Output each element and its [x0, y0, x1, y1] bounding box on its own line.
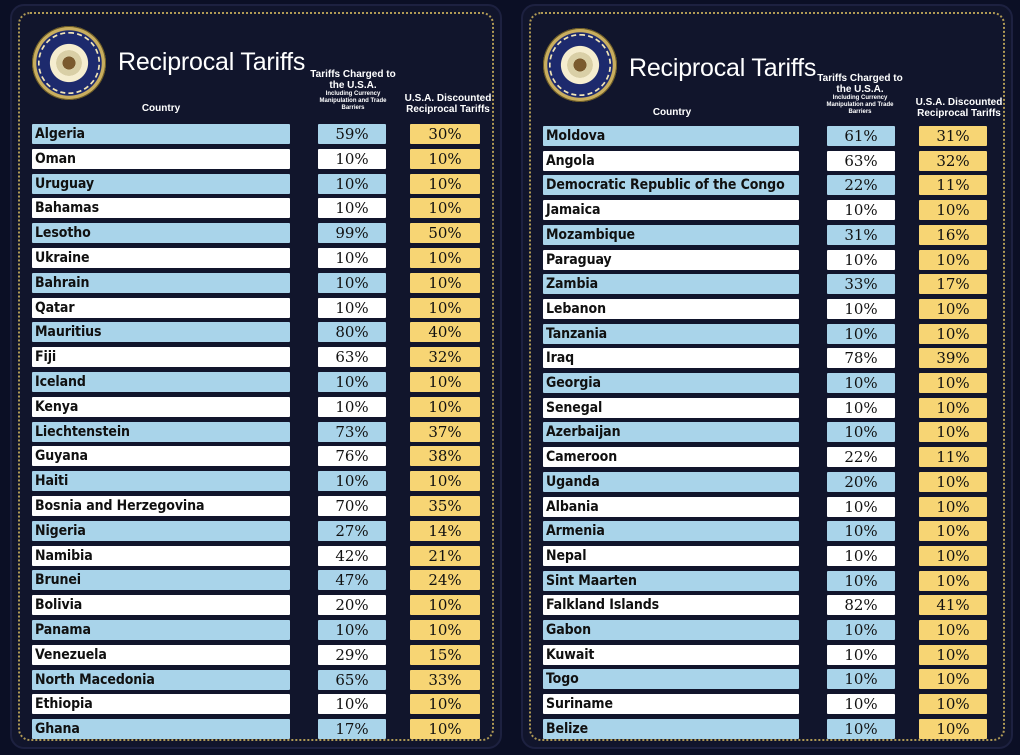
country-cell: Zambia	[543, 274, 799, 294]
tariff-charged-cell: 78%	[827, 348, 895, 368]
discounted-tariff-cell: 10%	[410, 397, 480, 417]
country-cell: Georgia	[543, 373, 799, 393]
discounted-tariff-cell: 10%	[919, 645, 987, 665]
tariff-charged-cell: 10%	[318, 273, 386, 293]
table-row	[12, 521, 492, 541]
table-row	[523, 126, 1003, 146]
tariff-charged-cell: 10%	[827, 250, 895, 270]
discounted-tariff-cell: 15%	[410, 645, 480, 665]
discounted-tariff-cell: 10%	[919, 719, 987, 739]
country-cell: Falkland Islands	[543, 595, 799, 615]
panel-title: Reciprocal Tariffs	[629, 54, 817, 82]
table-row	[12, 595, 492, 615]
country-cell: Gabon	[543, 620, 799, 640]
table-row	[12, 670, 492, 690]
panel-title: Reciprocal Tariffs	[118, 48, 306, 76]
discounted-tariff-cell: 10%	[410, 372, 480, 392]
table-row	[523, 571, 1003, 591]
country-cell: Cameroon	[543, 447, 799, 467]
header-tariffs-charged-main: Tariffs Charged to the U.S.A.	[310, 69, 396, 91]
discounted-tariff-cell: 10%	[919, 694, 987, 714]
country-cell: Democratic Republic of the Congo	[543, 175, 799, 195]
tariff-charged-cell: 63%	[827, 151, 895, 171]
country-cell: Panama	[32, 620, 290, 640]
tariff-charged-cell: 10%	[827, 422, 895, 442]
tariff-charged-cell: 10%	[827, 694, 895, 714]
table-row	[12, 273, 492, 293]
discounted-tariff-cell: 10%	[919, 422, 987, 442]
discounted-tariff-cell: 41%	[919, 595, 987, 615]
table-row	[523, 200, 1003, 220]
table-row	[523, 472, 1003, 492]
country-cell: Bahrain	[32, 273, 290, 293]
discounted-tariff-cell: 50%	[410, 223, 480, 243]
tariff-charged-cell: 76%	[318, 446, 386, 466]
discounted-tariff-cell: 16%	[919, 225, 987, 245]
tariff-charged-cell: 10%	[827, 571, 895, 591]
discounted-tariff-cell: 11%	[919, 447, 987, 467]
tariff-charged-cell: 70%	[318, 496, 386, 516]
country-cell: Paraguay	[543, 250, 799, 270]
country-cell: Sint Maarten	[543, 571, 799, 591]
country-cell: Togo	[543, 669, 799, 689]
presidential-seal-icon	[32, 26, 106, 100]
table-row	[12, 322, 492, 342]
country-cell: Ghana	[32, 719, 290, 739]
discounted-tariff-cell: 11%	[919, 175, 987, 195]
tariff-charged-cell: 65%	[318, 670, 386, 690]
country-cell: Bosnia and Herzegovina	[32, 496, 290, 516]
header-tariffs-charged-sub: Including Currency Manipulation and Trade Barriers	[319, 91, 387, 111]
tariff-charged-cell: 61%	[827, 126, 895, 146]
table-row	[523, 225, 1003, 245]
table-row	[523, 299, 1003, 319]
country-cell: Ukraine	[32, 248, 290, 268]
tariff-charged-cell: 10%	[827, 200, 895, 220]
discounted-tariff-cell: 10%	[919, 497, 987, 517]
discounted-tariff-cell: 10%	[919, 250, 987, 270]
country-cell: Armenia	[543, 521, 799, 541]
table-row	[523, 175, 1003, 195]
table-row	[12, 570, 492, 590]
tariff-charged-cell: 82%	[827, 595, 895, 615]
country-cell: Uganda	[543, 472, 799, 492]
discounted-tariff-cell: 10%	[919, 324, 987, 344]
discounted-tariff-cell: 10%	[919, 620, 987, 640]
tariff-charged-cell: 42%	[318, 546, 386, 566]
country-cell: Uruguay	[32, 174, 290, 194]
discounted-tariff-cell: 24%	[410, 570, 480, 590]
tariff-charged-cell: 10%	[318, 174, 386, 194]
table-row	[523, 719, 1003, 739]
table-row	[12, 546, 492, 566]
table-row	[12, 694, 492, 714]
table-row	[523, 398, 1003, 418]
table-row	[523, 324, 1003, 344]
discounted-tariff-cell: 21%	[410, 546, 480, 566]
country-cell: Bolivia	[32, 595, 290, 615]
table-row	[12, 223, 492, 243]
country-cell: Liechtenstein	[32, 422, 290, 442]
table-row	[12, 446, 492, 466]
table-row	[12, 248, 492, 268]
discounted-tariff-cell: 30%	[410, 124, 480, 144]
tariff-charged-cell: 31%	[827, 225, 895, 245]
table-row	[12, 645, 492, 665]
discounted-tariff-cell: 10%	[410, 248, 480, 268]
country-cell: Venezuela	[32, 645, 290, 665]
country-cell: Nigeria	[32, 521, 290, 541]
country-cell: Brunei	[32, 570, 290, 590]
header-tariffs-charged	[815, 74, 905, 116]
table-row	[523, 497, 1003, 517]
country-cell: Lesotho	[32, 223, 290, 243]
table-row	[12, 372, 492, 392]
discounted-tariff-cell: 33%	[410, 670, 480, 690]
country-cell: Suriname	[543, 694, 799, 714]
tariff-charged-cell: 22%	[827, 447, 895, 467]
discounted-tariff-cell: 14%	[410, 521, 480, 541]
country-cell: Jamaica	[543, 200, 799, 220]
table-row	[523, 546, 1003, 566]
country-cell: Ethiopia	[32, 694, 290, 714]
discounted-tariff-cell: 10%	[919, 398, 987, 418]
country-cell: Kuwait	[543, 645, 799, 665]
table-row	[12, 719, 492, 739]
discounted-tariff-cell: 10%	[410, 694, 480, 714]
tariff-charged-cell: 10%	[318, 397, 386, 417]
discounted-tariff-cell: 17%	[919, 274, 987, 294]
table-row	[523, 620, 1003, 640]
tariff-charged-cell: 10%	[318, 372, 386, 392]
table-row	[523, 151, 1003, 171]
header-country: Country	[141, 103, 181, 114]
tariff-charged-cell: 10%	[827, 645, 895, 665]
country-cell: Moldova	[543, 126, 799, 146]
tariff-charged-cell: 20%	[827, 472, 895, 492]
discounted-tariff-cell: 40%	[410, 322, 480, 342]
table-row	[523, 422, 1003, 442]
table-row	[523, 250, 1003, 270]
table-row	[523, 521, 1003, 541]
tariff-charged-cell: 59%	[318, 124, 386, 144]
tariff-charged-cell: 33%	[827, 274, 895, 294]
discounted-tariff-cell: 37%	[410, 422, 480, 442]
tariff-charged-cell: 20%	[318, 595, 386, 615]
header-tariffs-charged	[308, 70, 398, 112]
tariff-charged-cell: 10%	[318, 149, 386, 169]
table-row	[12, 124, 492, 144]
table-row	[523, 595, 1003, 615]
table-row	[12, 347, 492, 367]
tariff-charged-cell: 10%	[318, 620, 386, 640]
discounted-tariff-cell: 10%	[919, 571, 987, 591]
discounted-tariff-cell: 10%	[919, 521, 987, 541]
table-row	[523, 447, 1003, 467]
table-row	[12, 471, 492, 491]
country-cell: Namibia	[32, 546, 290, 566]
country-cell: Angola	[543, 151, 799, 171]
tariff-panel-right	[521, 4, 1013, 749]
discounted-tariff-cell: 10%	[919, 546, 987, 566]
table-row	[523, 694, 1003, 714]
discounted-tariff-cell: 39%	[919, 348, 987, 368]
header-discounted: U.S.A. Discounted Reciprocal Tariffs	[404, 93, 492, 115]
tariff-charged-cell: 10%	[827, 324, 895, 344]
discounted-tariff-cell: 10%	[919, 299, 987, 319]
header-country: Country	[652, 107, 692, 118]
tariff-charged-cell: 10%	[827, 299, 895, 319]
table-row	[523, 373, 1003, 393]
discounted-tariff-cell: 32%	[919, 151, 987, 171]
country-cell: Nepal	[543, 546, 799, 566]
country-cell: Albania	[543, 497, 799, 517]
tariff-charged-cell: 10%	[827, 669, 895, 689]
tariff-charged-cell: 10%	[318, 471, 386, 491]
discounted-tariff-cell: 38%	[410, 446, 480, 466]
country-cell: Mauritius	[32, 322, 290, 342]
tariff-charged-cell: 10%	[827, 497, 895, 517]
table-row	[12, 198, 492, 218]
discounted-tariff-cell: 31%	[919, 126, 987, 146]
discounted-tariff-cell: 10%	[410, 198, 480, 218]
header-tariffs-charged-main: Tariffs Charged to the U.S.A.	[817, 73, 903, 95]
discounted-tariff-cell: 10%	[410, 174, 480, 194]
country-cell: Tanzania	[543, 324, 799, 344]
discounted-tariff-cell: 10%	[410, 719, 480, 739]
discounted-tariff-cell: 10%	[919, 373, 987, 393]
tariff-charged-cell: 47%	[318, 570, 386, 590]
discounted-tariff-cell: 10%	[410, 298, 480, 318]
tariff-charged-cell: 63%	[318, 347, 386, 367]
tariff-charged-cell: 22%	[827, 175, 895, 195]
table-row	[523, 669, 1003, 689]
table-row	[12, 422, 492, 442]
tariff-charged-cell: 10%	[827, 398, 895, 418]
tariff-charged-cell: 10%	[318, 198, 386, 218]
discounted-tariff-cell: 32%	[410, 347, 480, 367]
tariff-panel-left	[10, 4, 502, 749]
tariff-charged-cell: 10%	[827, 719, 895, 739]
country-cell: Lebanon	[543, 299, 799, 319]
country-cell: Belize	[543, 719, 799, 739]
table-row	[523, 645, 1003, 665]
tariff-charged-cell: 10%	[827, 620, 895, 640]
tariff-charged-cell: 10%	[318, 298, 386, 318]
country-cell: Qatar	[32, 298, 290, 318]
discounted-tariff-cell: 10%	[919, 669, 987, 689]
country-cell: Oman	[32, 149, 290, 169]
tariff-charged-cell: 99%	[318, 223, 386, 243]
discounted-tariff-cell: 10%	[410, 471, 480, 491]
presidential-seal-icon	[543, 28, 617, 102]
country-cell: Iceland	[32, 372, 290, 392]
table-row	[12, 298, 492, 318]
tariff-charged-cell: 27%	[318, 521, 386, 541]
discounted-tariff-cell: 10%	[410, 595, 480, 615]
country-cell: North Macedonia	[32, 670, 290, 690]
tariff-charged-cell: 10%	[827, 546, 895, 566]
table-row	[12, 174, 492, 194]
discounted-tariff-cell: 10%	[410, 149, 480, 169]
table-row	[523, 348, 1003, 368]
tariff-charged-cell: 10%	[318, 694, 386, 714]
country-cell: Iraq	[543, 348, 799, 368]
country-cell: Haiti	[32, 471, 290, 491]
tariff-charged-cell: 80%	[318, 322, 386, 342]
discounted-tariff-cell: 10%	[919, 200, 987, 220]
country-cell: Guyana	[32, 446, 290, 466]
country-cell: Bahamas	[32, 198, 290, 218]
tariff-charged-cell: 29%	[318, 645, 386, 665]
table-row	[12, 397, 492, 417]
discounted-tariff-cell: 10%	[919, 472, 987, 492]
country-cell: Fiji	[32, 347, 290, 367]
table-row	[12, 496, 492, 516]
tariff-charged-cell: 17%	[318, 719, 386, 739]
country-cell: Senegal	[543, 398, 799, 418]
header-tariffs-charged-sub: Including Currency Manipulation and Trade Barriers	[826, 95, 894, 115]
discounted-tariff-cell: 10%	[410, 620, 480, 640]
discounted-tariff-cell: 10%	[410, 273, 480, 293]
table-row	[12, 149, 492, 169]
country-cell: Kenya	[32, 397, 290, 417]
country-cell: Mozambique	[543, 225, 799, 245]
tariff-charged-cell: 73%	[318, 422, 386, 442]
discounted-tariff-cell: 35%	[410, 496, 480, 516]
header-discounted: U.S.A. Discounted Reciprocal Tariffs	[915, 97, 1003, 119]
country-cell: Algeria	[32, 124, 290, 144]
tariff-charged-cell: 10%	[827, 521, 895, 541]
tariff-charged-cell: 10%	[318, 248, 386, 268]
table-row	[523, 274, 1003, 294]
table-row	[12, 620, 492, 640]
country-cell: Azerbaijan	[543, 422, 799, 442]
tariff-charged-cell: 10%	[827, 373, 895, 393]
